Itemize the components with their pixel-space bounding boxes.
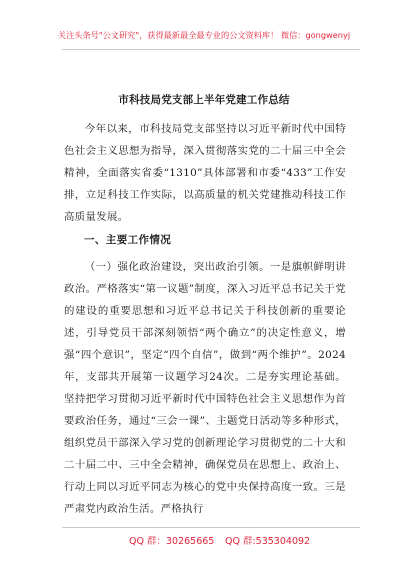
document-title: 市科技局党支部上半年党建工作总结	[118, 94, 290, 106]
footer-qq-group-2: QQ 群:535304092	[225, 536, 311, 547]
header-divider	[62, 49, 360, 50]
page-footer	[0, 531, 408, 547]
body-paragraph: （一）强化政治建设，突出政治引领。一是旗帜鲜明讲政治。严格落实“第一议题”制度，深入习近平总书记关于党的建设的重要思想和习近平总书记关于科技创新的重要论述，引导党员干部深刻领悟“两个确立”的决定性意义，增强“四个意识”，坚定“四个自信”，做到“两个维护”。2024年，支部共开展第一议题学习24次。二是夯实理论基础。坚持把学习贯彻习近平新时代中国特色社会主义思想作为首要政治任务，通过“三会一课”、主题党日活动等多种形式，组织党员干部深入学习党的创新理论学习贯彻党的二十大和二十届二中、三中全会精神，确保党员在思想上、政治上、行动上同以习近平同志为核心的党中央保持高度一致。三是严肃党内政治生活。严格执行	[64, 261, 346, 515]
intro-paragraph: 今年以来，市科技局党支部坚持以习近平新时代中国特色社会主义思想为指导，深入贯彻落实党的二十届三中全会精神，全面落实省委“1310”具体部署和市委“433”工作安排，立足科技工作实际，以高质量的机关党建推动科技工作高质量发展。	[64, 123, 346, 223]
section-heading: 一、主要工作情况	[84, 234, 172, 246]
header-promo-note: 关注头条号"公文研究"，获得最新最全最专业的公文资料库！ 微信：gongwenyj	[57, 30, 351, 40]
footer-qq-group-1: QQ 群：30265665	[129, 536, 215, 547]
footer-divider	[62, 527, 360, 528]
